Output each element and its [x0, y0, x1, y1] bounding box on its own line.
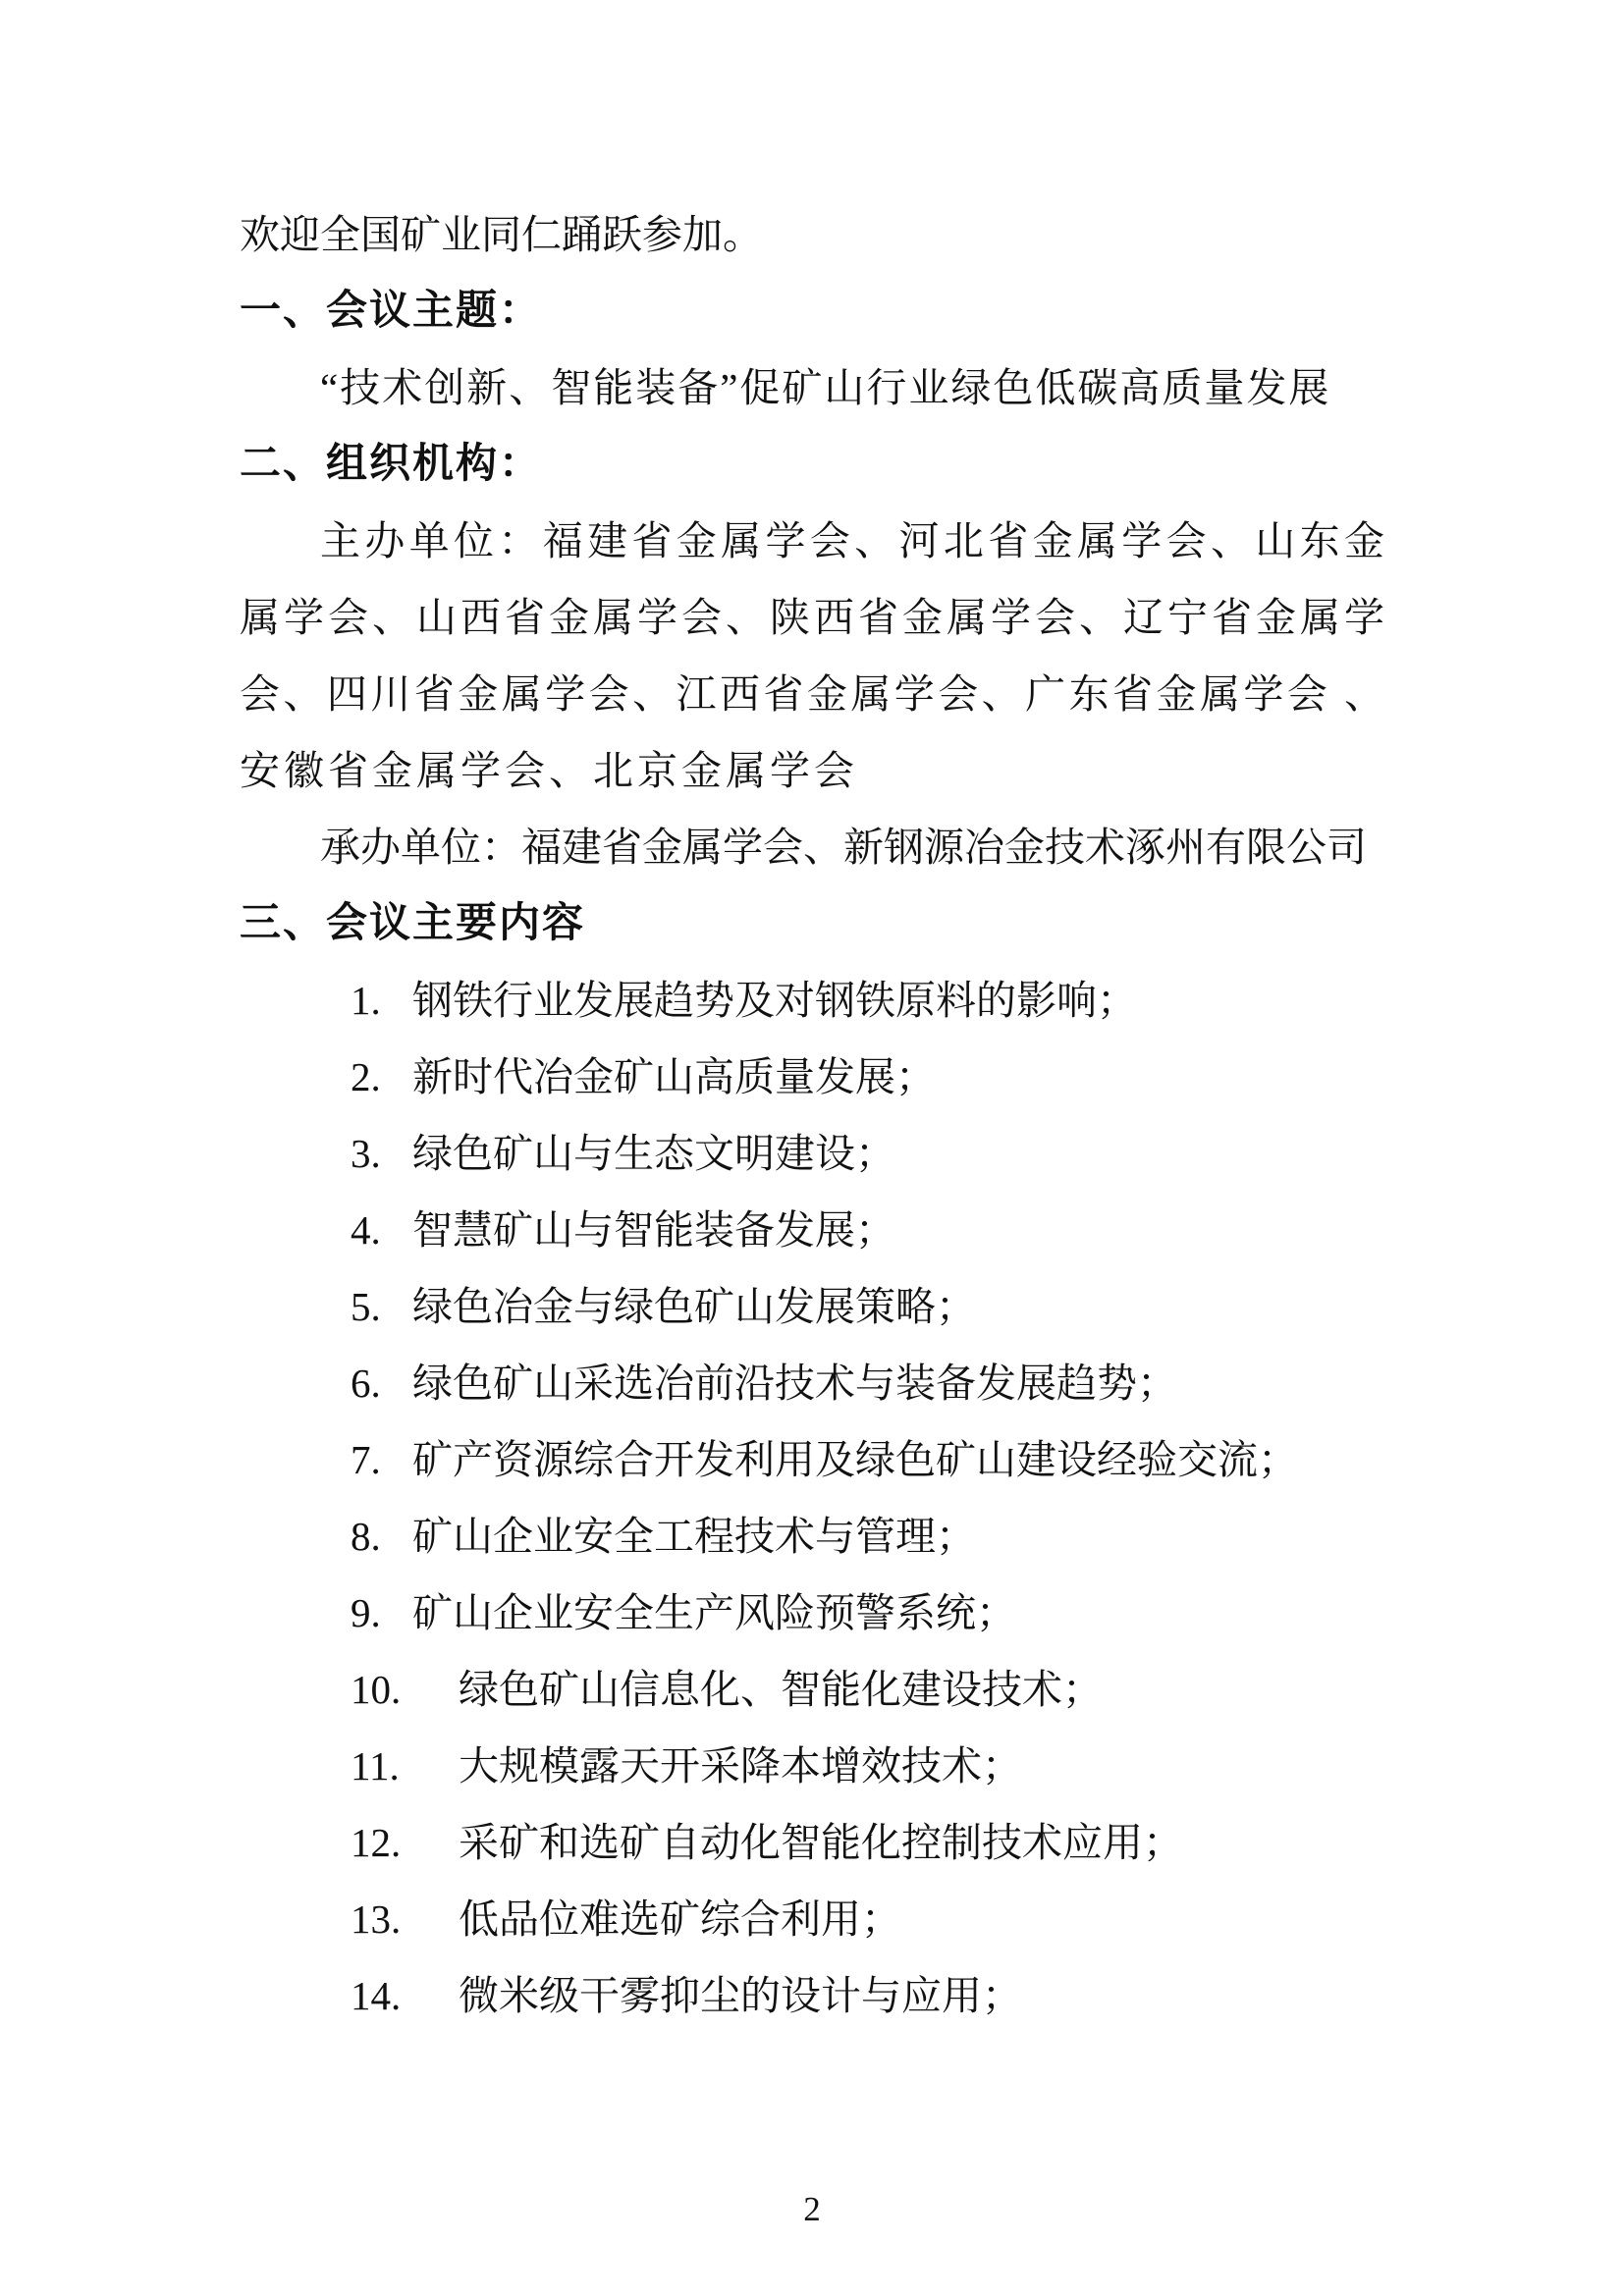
host-units-paragraph — [240, 503, 1384, 809]
agenda-item — [240, 1039, 1384, 1115]
agenda-item-text: 绿色矿山采选冶前沿技术与装备发展趋势； — [412, 1361, 1177, 1406]
host-line: 属学会、山西省金属学会、陕西省金属学会、辽宁省金属学 — [240, 595, 1384, 640]
host-line: 主办单位：福建省金属学会、河北省金属学会、山东金 — [320, 518, 1384, 563]
organizer-paragraph: 承办单位：福建省金属学会、新钢源冶金技术涿州有限公司 — [320, 825, 1367, 870]
host-line: 安徽省金属学会、北京金属学会 — [240, 748, 858, 793]
agenda-item — [240, 1651, 1384, 1728]
agenda-item-text: 微米级干雾抑尘的设计与应用； — [459, 1973, 1022, 2018]
agenda-item — [240, 1804, 1384, 1881]
agenda-item — [240, 1115, 1384, 1192]
agenda-item-number: 7. — [351, 1437, 381, 1482]
agenda-item-number: 1. — [351, 978, 381, 1023]
page-number-footer — [0, 2187, 1624, 2232]
agenda-item-text: 矿山企业安全工程技术与管理； — [412, 1514, 976, 1559]
intro-paragraph: 欢迎全国矿业同仁踊跃参加。 — [240, 212, 763, 257]
agenda-item-number: 2. — [351, 1054, 381, 1099]
agenda-item-number: 6. — [351, 1361, 381, 1406]
agenda-list — [240, 962, 1384, 2034]
agenda-item-text: 新时代冶金矿山高质量发展； — [412, 1054, 936, 1099]
agenda-item — [240, 1881, 1384, 1957]
agenda-item-text: 绿色矿山与生态文明建设； — [412, 1131, 895, 1176]
agenda-item-text: 采矿和选矿自动化智能化控制技术应用； — [459, 1820, 1183, 1865]
page-number: 2 — [803, 2190, 821, 2228]
agenda-item-text: 低品位难选矿综合利用； — [459, 1896, 901, 1942]
agenda-item-number: 8. — [351, 1514, 381, 1559]
agenda-item-text: 矿山企业安全生产风险预警系统； — [412, 1590, 1016, 1635]
agenda-item — [240, 1268, 1384, 1345]
document-content — [240, 196, 1384, 2034]
agenda-item-number: 11. — [351, 1743, 400, 1789]
agenda-item-number: 10. — [351, 1667, 402, 1712]
agenda-item — [240, 1192, 1384, 1268]
agenda-item — [240, 1421, 1384, 1498]
conference-theme: “技术创新、智能装备”促矿山行业绿色低碳高质量发展 — [320, 365, 1331, 410]
agenda-item — [240, 1957, 1384, 2034]
section-2-heading: 二、组织机构： — [240, 442, 543, 487]
agenda-item-text: 大规模露天开采降本增效技术； — [459, 1743, 1022, 1789]
section-1-heading: 一、会议主题： — [240, 289, 543, 334]
agenda-item-text: 钢铁行业发展趋势及对钢铁原料的影响； — [412, 978, 1137, 1023]
section-3-heading: 三、会议主要内容 — [240, 901, 586, 946]
agenda-item — [240, 1728, 1384, 1804]
agenda-item-number: 4. — [351, 1207, 381, 1253]
agenda-item-number: 13. — [351, 1896, 402, 1942]
agenda-item — [240, 1575, 1384, 1651]
agenda-item-text: 绿色冶金与绿色矿山发展策略； — [412, 1284, 976, 1329]
agenda-item-number: 14. — [351, 1973, 402, 2018]
agenda-item-text: 矿产资源综合开发利用及绿色矿山建设经验交流； — [412, 1437, 1298, 1482]
host-line: 会、四川省金属学会、江西省金属学会、广东省金属学会 、 — [240, 671, 1384, 717]
agenda-item — [240, 1345, 1384, 1421]
agenda-item — [240, 962, 1384, 1039]
agenda-item — [240, 1498, 1384, 1575]
agenda-item-number: 12. — [351, 1820, 402, 1865]
agenda-item-number: 5. — [351, 1284, 381, 1329]
agenda-item-number: 9. — [351, 1590, 381, 1635]
agenda-item-number: 3. — [351, 1131, 381, 1176]
agenda-item-text: 智慧矿山与智能装备发展； — [412, 1207, 895, 1253]
agenda-item-text: 绿色矿山信息化、智能化建设技术； — [459, 1667, 1103, 1712]
